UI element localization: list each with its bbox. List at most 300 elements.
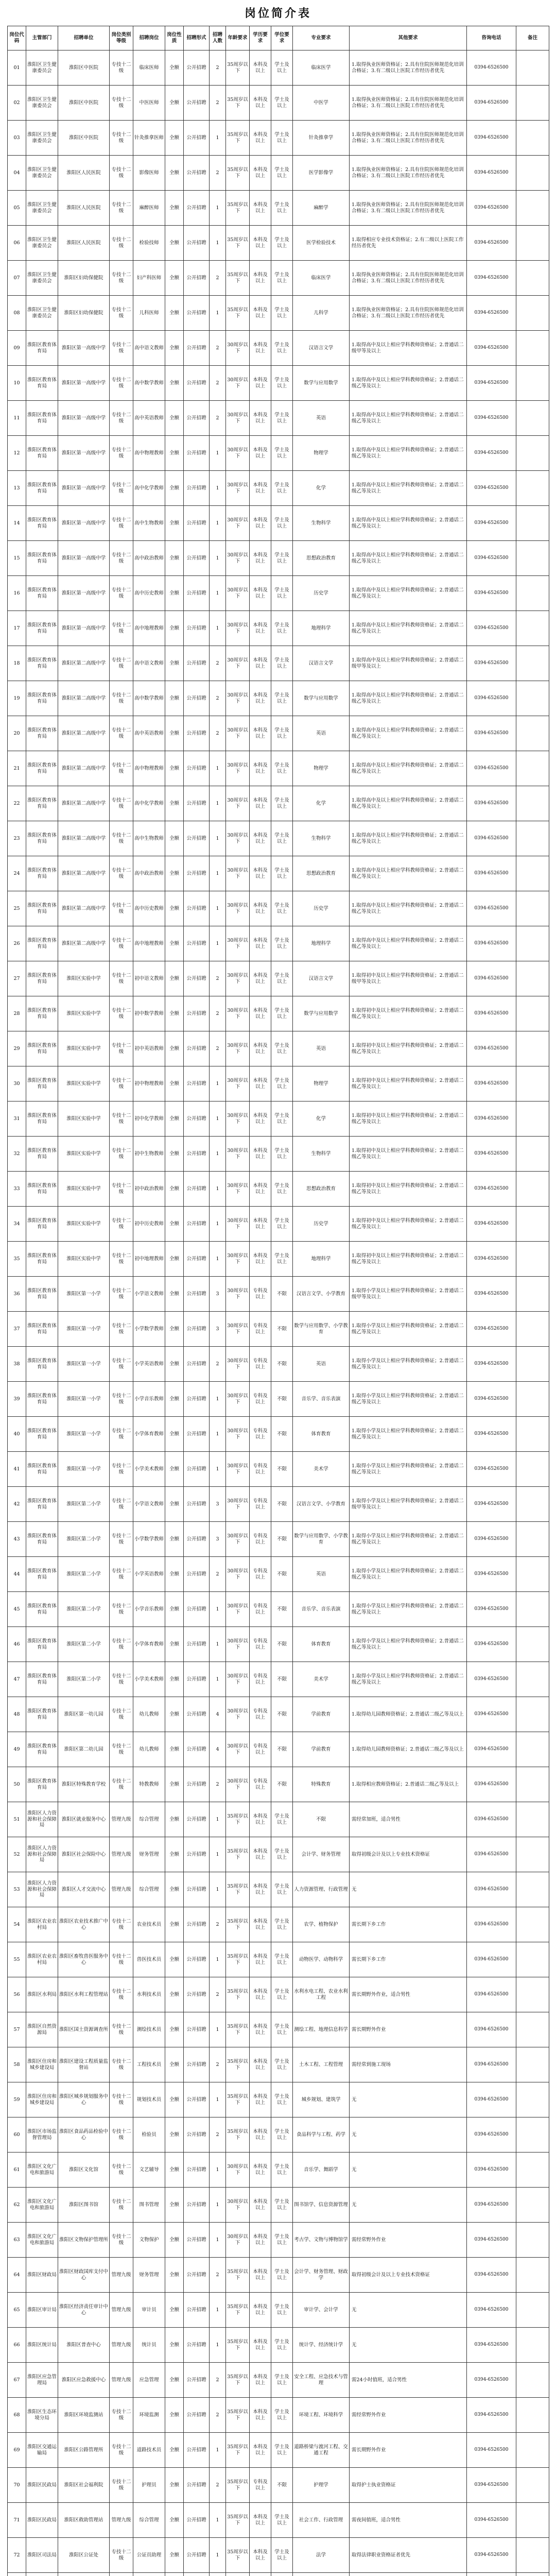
cell-level: 专技十二级: [110, 1417, 133, 1452]
cell-form: 公开招聘: [184, 1487, 210, 1522]
cell-dept: 淮阳区市场监督管理局: [26, 2117, 58, 2153]
cell-nature: 全额: [165, 401, 184, 436]
cell-unit: 淮阳区环境监测站: [58, 2398, 110, 2433]
cell-age: 35周岁以下: [226, 296, 250, 331]
cell-form: 公开招聘: [184, 1207, 210, 1242]
cell-dept: 淮阳区教育体育局: [26, 681, 58, 716]
cell-age: 30周岁以下: [226, 1312, 250, 1347]
cell-edu: 本科及以上: [250, 1207, 271, 1242]
cell-unit: 淮阳区国土资源调查所: [58, 2012, 110, 2047]
cell-age: 30周岁以下: [226, 751, 250, 786]
cell-degree: 学士及以上: [271, 2223, 293, 2258]
cell-nature: 全额: [165, 926, 184, 961]
cell-age: 30周岁以下: [226, 1592, 250, 1627]
cell-level: 专技十二级: [110, 1767, 133, 1802]
cell-major: 会计学、财务管理: [293, 1837, 350, 1872]
cell-post: 财务管理: [133, 1837, 165, 1872]
cell-edu: 本科及以上: [250, 2328, 271, 2363]
cell-remark: [516, 1347, 549, 1382]
cell-edu: 本科及以上: [250, 2398, 271, 2433]
cell-age: 30周岁以下: [226, 471, 250, 506]
cell-remark: [516, 2117, 549, 2153]
cell-count: 1: [210, 506, 226, 541]
cell-major: 学前教育: [293, 1697, 350, 1732]
cell-edu: 本科及以上: [250, 1066, 271, 1101]
cell-nature: 全额: [165, 2153, 184, 2188]
cell-remark: [516, 856, 549, 891]
cell-dept: 淮阳区卫生健康委员会: [26, 226, 58, 261]
table-row: [8, 1277, 549, 1312]
cell-code: 45: [8, 1592, 26, 1627]
cell-count: 2: [210, 2117, 226, 2153]
cell-age: 35周岁以下: [226, 1907, 250, 1942]
cell-age: 35周岁以下: [226, 2398, 250, 2433]
cell-edu: 本科及以上: [250, 2258, 271, 2293]
cell-code: 36: [8, 1277, 26, 1312]
cell-major: 统计学、经济统计学: [293, 2328, 350, 2363]
cell-post: 高中政治教师: [133, 856, 165, 891]
cell-major: 道路桥梁与渡河工程、交通工程: [293, 2433, 350, 2468]
cell-contact: 0394-6526500: [467, 1942, 516, 1977]
cell-count: 1: [210, 2188, 226, 2223]
cell-edu: 专科及以上: [250, 2468, 271, 2503]
cell-major: 测绘工程、地理信息科学: [293, 2012, 350, 2047]
cell-age: 35周岁以下: [226, 156, 250, 191]
cell-nature: 全额: [165, 1172, 184, 1207]
cell-nature: 全额: [165, 2503, 184, 2538]
cell-age: 35周岁以下: [226, 2012, 250, 2047]
cell-dept: 淮阳区民政局: [26, 2503, 58, 2538]
cell-remark: [516, 821, 549, 856]
cell-remark: [516, 2258, 549, 2293]
cell-form: 公开招聘: [184, 1137, 210, 1172]
cell-form: 公开招聘: [184, 996, 210, 1031]
cell-code: 16: [8, 576, 26, 611]
cell-degree: 学士及以上: [271, 1837, 293, 1872]
cell-edu: 本科及以上: [250, 786, 271, 821]
cell-code: 21: [8, 751, 26, 786]
cell-post: 初中英语教师: [133, 1031, 165, 1066]
cell-code: 57: [8, 2012, 26, 2047]
cell-major: 中医学: [293, 86, 350, 121]
cell-remark: [516, 1031, 549, 1066]
cell-level: 专技十二级: [110, 121, 133, 156]
cell-degree: 不限: [271, 1417, 293, 1452]
cell-other: 需经常野外作业: [350, 2398, 467, 2433]
cell-count: 2: [210, 996, 226, 1031]
cell-contact: 0394-6526500: [467, 2223, 516, 2258]
cell-age: 35周岁以下: [226, 191, 250, 226]
cell-other: 1.取得小学及以上相应学科教师资格证；2.普通话二级乙等及以上: [350, 1627, 467, 1662]
cell-unit: 淮阳区第一高级中学: [58, 471, 110, 506]
cell-contact: 0394-6526500: [467, 2363, 516, 2398]
cell-code: 56: [8, 1977, 26, 2012]
table-row: [8, 1137, 549, 1172]
cell-code: 13: [8, 471, 26, 506]
cell-remark: [516, 2153, 549, 2188]
cell-degree: 学士及以上: [271, 2082, 293, 2117]
cell-degree: 学士及以上: [271, 1172, 293, 1207]
cell-code: 37: [8, 1312, 26, 1347]
cell-form: 公开招聘: [184, 1522, 210, 1557]
cell-level: 专技十二级: [110, 2117, 133, 2153]
cell-remark: [516, 2047, 549, 2082]
cell-age: 35周岁以下: [226, 2503, 250, 2538]
cell-other: 1.取得高中及以上相应学科教师资格证；2.普通话二级乙等及以上: [350, 471, 467, 506]
cell-post: 小学体育教师: [133, 1417, 165, 1452]
cell-age: 30周岁以下: [226, 1417, 250, 1452]
cell-other: 1.取得高中及以上相应学科教师资格证；2.普通话二级乙等及以上: [350, 541, 467, 576]
cell-nature: 全额: [165, 1592, 184, 1627]
cell-level: 专技十二级: [110, 1031, 133, 1066]
cell-remark: [516, 1732, 549, 1767]
cell-age: 30周岁以下: [226, 2153, 250, 2188]
cell-other: 1.取得小学及以上相应学科教师资格证；2.普通话二级乙等及以上: [350, 1592, 467, 1627]
cell-edu: 本科及以上: [250, 681, 271, 716]
cell-contact: 0394-6526500: [467, 1172, 516, 1207]
cell-dept: 淮阳区人力资源和社会保障局: [26, 1872, 58, 1907]
cell-dept: 淮阳区教育体育局: [26, 646, 58, 681]
cell-other: 1.取得高中及以上相应学科教师资格证；2.普通话二级乙等及以上: [350, 926, 467, 961]
cell-unit: 淮阳区妇幼保健院: [58, 261, 110, 296]
cell-form: 公开招聘: [184, 576, 210, 611]
cell-unit: 淮阳区第一高级中学: [58, 576, 110, 611]
cell-unit: 淮阳区人民医院: [58, 191, 110, 226]
cell-edu: 本科及以上: [250, 1802, 271, 1837]
cell-remark: [516, 1207, 549, 1242]
cell-post: 高中生物教师: [133, 506, 165, 541]
table-row: [8, 436, 549, 471]
cell-level: 专技十二级: [110, 1137, 133, 1172]
cell-age: 35周岁以下: [226, 1802, 250, 1837]
header-nature: 岗位性质: [165, 26, 184, 50]
cell-contact: 0394-6526500: [467, 786, 516, 821]
cell-degree: 不限: [271, 1452, 293, 1487]
cell-remark: [516, 1662, 549, 1697]
cell-nature: 全额: [165, 1837, 184, 1872]
cell-contact: 0394-6526500: [467, 2012, 516, 2047]
cell-major: 物理学: [293, 1066, 350, 1101]
cell-other: 1.取得执业医师资格证；2.具有住院医师规范化培训合格证；3.有二级以上医院工作经历者优先: [350, 121, 467, 156]
cell-degree: 学士及以上: [271, 226, 293, 261]
cell-age: 30周岁以下: [226, 2223, 250, 2258]
table-row: [8, 2117, 549, 2153]
cell-form: 公开招聘: [184, 1066, 210, 1101]
table-row: [8, 2363, 549, 2398]
table-row: [8, 2082, 549, 2117]
cell-form: 公开招聘: [184, 891, 210, 926]
cell-age: 35周岁以下: [226, 2328, 250, 2363]
cell-major: 法学: [293, 2538, 350, 2573]
cell-level: 专技十二级: [110, 2223, 133, 2258]
cell-age: 30周岁以下: [226, 891, 250, 926]
cell-count: 1: [210, 1066, 226, 1101]
cell-level: 专技十二级: [110, 2153, 133, 2188]
cell-level: 专技十二级: [110, 961, 133, 996]
cell-count: 1: [210, 121, 226, 156]
cell-dept: 淮阳区教育体育局: [26, 1101, 58, 1137]
cell-level: 专技十二级: [110, 1732, 133, 1767]
table-row: [8, 1767, 549, 1802]
cell-contact: 0394-6526500: [467, 1802, 516, 1837]
cell-nature: 全额: [165, 1207, 184, 1242]
cell-edu: 本科及以上: [250, 2223, 271, 2258]
cell-count: 1: [210, 2082, 226, 2117]
cell-count: 1: [210, 1592, 226, 1627]
table-row: [8, 226, 549, 261]
cell-degree: 学士及以上: [271, 296, 293, 331]
cell-remark: [516, 1487, 549, 1522]
cell-post: 初中物理教师: [133, 1066, 165, 1101]
cell-contact: 0394-6526500: [467, 1592, 516, 1627]
cell-major: 医学检验技术: [293, 226, 350, 261]
cell-remark: [516, 2188, 549, 2223]
table-row: [8, 926, 549, 961]
cell-post: 公证员助理: [133, 2538, 165, 2573]
cell-major: 数学与应用数学、小学教育: [293, 1312, 350, 1347]
cell-level: 专技十二级: [110, 821, 133, 856]
table-row: [8, 50, 549, 86]
cell-contact: 0394-6526500: [467, 1662, 516, 1697]
cell-unit: 淮阳区第一高级中学: [58, 366, 110, 401]
cell-dept: 淮阳区教育体育局: [26, 1207, 58, 1242]
cell-form: 公开招聘: [184, 1031, 210, 1066]
cell-count: 2: [210, 1907, 226, 1942]
table-row: [8, 1732, 549, 1767]
cell-unit: 淮阳区应急救援中心: [58, 2363, 110, 2398]
cell-form: 公开招聘: [184, 1382, 210, 1417]
cell-code: 38: [8, 1347, 26, 1382]
cell-other: 1.取得初中及以上相应学科教师资格证；2.普通话二级乙等及以上: [350, 1137, 467, 1172]
cell-level: 专技十二级: [110, 2538, 133, 2573]
cell-edu: 本科及以上: [250, 2117, 271, 2153]
cell-post: 兽医技术员: [133, 1942, 165, 1977]
cell-edu: 专科及以上: [250, 1312, 271, 1347]
cell-age: 35周岁以下: [226, 50, 250, 86]
cell-contact: 0394-6526500: [467, 1872, 516, 1907]
cell-edu: 本科及以上: [250, 471, 271, 506]
cell-remark: [516, 576, 549, 611]
cell-post: 小学美术教师: [133, 1662, 165, 1697]
cell-dept: 淮阳区生态环境分局: [26, 2398, 58, 2433]
cell-post: 规划技术员: [133, 2082, 165, 2117]
cell-degree: 学士及以上: [271, 331, 293, 366]
cell-age: 30周岁以下: [226, 926, 250, 961]
cell-dept: 淮阳区卫生健康委员会: [26, 50, 58, 86]
cell-nature: 全额: [165, 2047, 184, 2082]
cell-dept: 淮阳区教育体育局: [26, 1767, 58, 1802]
cell-dept: 淮阳区教育体育局: [26, 436, 58, 471]
cell-nature: 全额: [165, 2012, 184, 2047]
cell-major: 音乐学、舞蹈学: [293, 2153, 350, 2188]
cell-contact: 0394-6526500: [467, 2433, 516, 2468]
table-row: [8, 1697, 549, 1732]
cell-form: 公开招聘: [184, 1172, 210, 1207]
cell-edu: 专科及以上: [250, 1557, 271, 1592]
cell-edu: 本科及以上: [250, 226, 271, 261]
cell-other: 无: [350, 2328, 467, 2363]
cell-form: 公开招聘: [184, 2433, 210, 2468]
cell-count: 1: [210, 1417, 226, 1452]
cell-age: 30周岁以下: [226, 1242, 250, 1277]
cell-remark: [516, 261, 549, 296]
cell-level: 专技十二级: [110, 1312, 133, 1347]
cell-remark: [516, 296, 549, 331]
cell-dept: 淮阳区教育体育局: [26, 366, 58, 401]
cell-code: 19: [8, 681, 26, 716]
cell-post: 小学音乐教师: [133, 1382, 165, 1417]
cell-code: 04: [8, 156, 26, 191]
cell-edu: 本科及以上: [250, 2363, 271, 2398]
cell-code: 05: [8, 191, 26, 226]
cell-code: 32: [8, 1137, 26, 1172]
cell-level: 专技十二级: [110, 891, 133, 926]
cell-contact: 0394-6526500: [467, 191, 516, 226]
cell-post: 高中语文教师: [133, 331, 165, 366]
cell-post: 高中地理教师: [133, 926, 165, 961]
cell-form: 公开招聘: [184, 1872, 210, 1907]
cell-contact: 0394-6526500: [467, 2153, 516, 2188]
cell-form: 公开招聘: [184, 436, 210, 471]
table-row: [8, 1066, 549, 1101]
cell-contact: 0394-6526500: [467, 1277, 516, 1312]
cell-count: 2: [210, 50, 226, 86]
table-row: [8, 2398, 549, 2433]
cell-level: 专技十二级: [110, 156, 133, 191]
cell-remark: [516, 891, 549, 926]
cell-level: 专技十二级: [110, 611, 133, 646]
cell-other: 取得初级会计及以上专业技术资格证: [350, 2258, 467, 2293]
cell-nature: 全额: [165, 471, 184, 506]
cell-age: 35周岁以下: [226, 86, 250, 121]
table-row: [8, 1101, 549, 1137]
cell-post: 高中化学教师: [133, 471, 165, 506]
cell-level: 专技十二级: [110, 1382, 133, 1417]
cell-degree: 不限: [271, 1382, 293, 1417]
cell-post: 护理员: [133, 2468, 165, 2503]
cell-level: 专技十二级: [110, 191, 133, 226]
cell-code: 30: [8, 1066, 26, 1101]
cell-other: 无: [350, 2188, 467, 2223]
cell-edu: 专科及以上: [250, 1732, 271, 1767]
cell-major: 数学与应用数学: [293, 996, 350, 1031]
cell-count: 1: [210, 576, 226, 611]
cell-other: 1.取得初中及以上相应学科教师资格证；2.普通话二级乙等及以上: [350, 1172, 467, 1207]
cell-edu: 本科及以上: [250, 296, 271, 331]
cell-remark: [516, 506, 549, 541]
cell-remark: [516, 50, 549, 86]
cell-degree: 不限: [271, 1312, 293, 1347]
cell-count: 1: [210, 2012, 226, 2047]
cell-contact: 0394-6526500: [467, 2117, 516, 2153]
cell-count: [210, 2573, 226, 2576]
header-remark: 备注: [516, 26, 549, 50]
cell-age: 30周岁以下: [226, 786, 250, 821]
cell-contact: 0394-6526500: [467, 821, 516, 856]
cell-age: 30周岁以下: [226, 1277, 250, 1312]
cell-major: 英语: [293, 1347, 350, 1382]
cell-unit: 淮阳区第二高级中学: [58, 751, 110, 786]
cell-nature: 全额: [165, 331, 184, 366]
header-code: 岗位代码: [8, 26, 26, 50]
cell-contact: 0394-6526500: [467, 1557, 516, 1592]
cell-age: 30周岁以下: [226, 1627, 250, 1662]
cell-major: 音乐学、音乐表演: [293, 1382, 350, 1417]
cell-contact: 0394-6526500: [467, 926, 516, 961]
cell-other: 需经常野外作业: [350, 2223, 467, 2258]
cell-level: 专技十二级: [110, 436, 133, 471]
cell-form: 公开招聘: [184, 2012, 210, 2047]
cell-form: 公开招聘: [184, 121, 210, 156]
cell-dept: 淮阳区人力资源和社会保障局: [26, 1837, 58, 1872]
cell-dept: 淮阳区教育体育局: [26, 716, 58, 751]
cell-post: 高中物理教师: [133, 436, 165, 471]
cell-nature: 全额: [165, 1697, 184, 1732]
cell-edu: 本科及以上: [250, 86, 271, 121]
cell-nature: 全额: [165, 2398, 184, 2433]
cell-dept: 淮阳区卫生健康委员会: [26, 191, 58, 226]
cell-degree: 学士及以上: [271, 996, 293, 1031]
cell-code: 08: [8, 296, 26, 331]
cell-age: 30周岁以下: [226, 506, 250, 541]
cell-edu: 专科及以上: [250, 1627, 271, 1662]
cell-remark: [516, 961, 549, 996]
cell-remark: [516, 2328, 549, 2363]
cell-post: 检验员: [133, 2117, 165, 2153]
cell-form: 公开招聘: [184, 1347, 210, 1382]
table-row: [8, 191, 549, 226]
cell-remark: [516, 1557, 549, 1592]
cell-dept: 淮阳区教育体育局: [26, 1732, 58, 1767]
cell-major: 医学影像学: [293, 156, 350, 191]
cell-age: 35周岁以下: [226, 2363, 250, 2398]
cell-edu: 本科及以上: [250, 261, 271, 296]
cell-degree: 学士及以上: [271, 261, 293, 296]
cell-other: 1.取得小学及以上相应学科教师资格证；2.普通话二级乙等及以上: [350, 1662, 467, 1697]
cell-level: 专技十二级: [110, 261, 133, 296]
table-row: [8, 1977, 549, 2012]
cell-contact: 0394-6526500: [467, 1382, 516, 1417]
cell-degree: 学士及以上: [271, 50, 293, 86]
table-row: [8, 1242, 549, 1277]
cell-nature: 全额: [165, 1347, 184, 1382]
cell-edu: 专科及以上: [250, 1452, 271, 1487]
cell-nature: 全额: [165, 191, 184, 226]
cell-edu: 本科及以上: [250, 1242, 271, 1277]
cell-other: 1.取得小学及以上相应学科教师资格证；2.普通话二级乙等及以上: [350, 1417, 467, 1452]
cell-nature: 全额: [165, 1767, 184, 1802]
cell-age: 30周岁以下: [226, 1031, 250, 1066]
cell-post: 财务管理: [133, 2258, 165, 2293]
cell-unit: 淮阳区实验中学: [58, 1031, 110, 1066]
cell-degree: 学士及以上: [271, 2047, 293, 2082]
cell-dept: 淮阳区司法局: [26, 2538, 58, 2573]
table-row: [8, 1907, 549, 1942]
cell-major: 汉语言文学: [293, 331, 350, 366]
cell-nature: 全额: [165, 1066, 184, 1101]
cell-unit: 淮阳区建设工程质量监督站: [58, 2047, 110, 2082]
cell-unit: 淮阳区第二高级中学: [58, 821, 110, 856]
cell-degree: 不限: [271, 1627, 293, 1662]
cell-unit: 淮阳区实验中学: [58, 1207, 110, 1242]
cell-count: 2: [210, 2363, 226, 2398]
document-title: 岗位简介表: [244, 7, 311, 20]
cell-dept: 淮阳区教育体育局: [26, 1066, 58, 1101]
table-row: [8, 1417, 549, 1452]
cell-nature: 全额: [165, 506, 184, 541]
cell-edu: 本科及以上: [250, 1137, 271, 1172]
cell-edu: 本科及以上: [250, 156, 271, 191]
